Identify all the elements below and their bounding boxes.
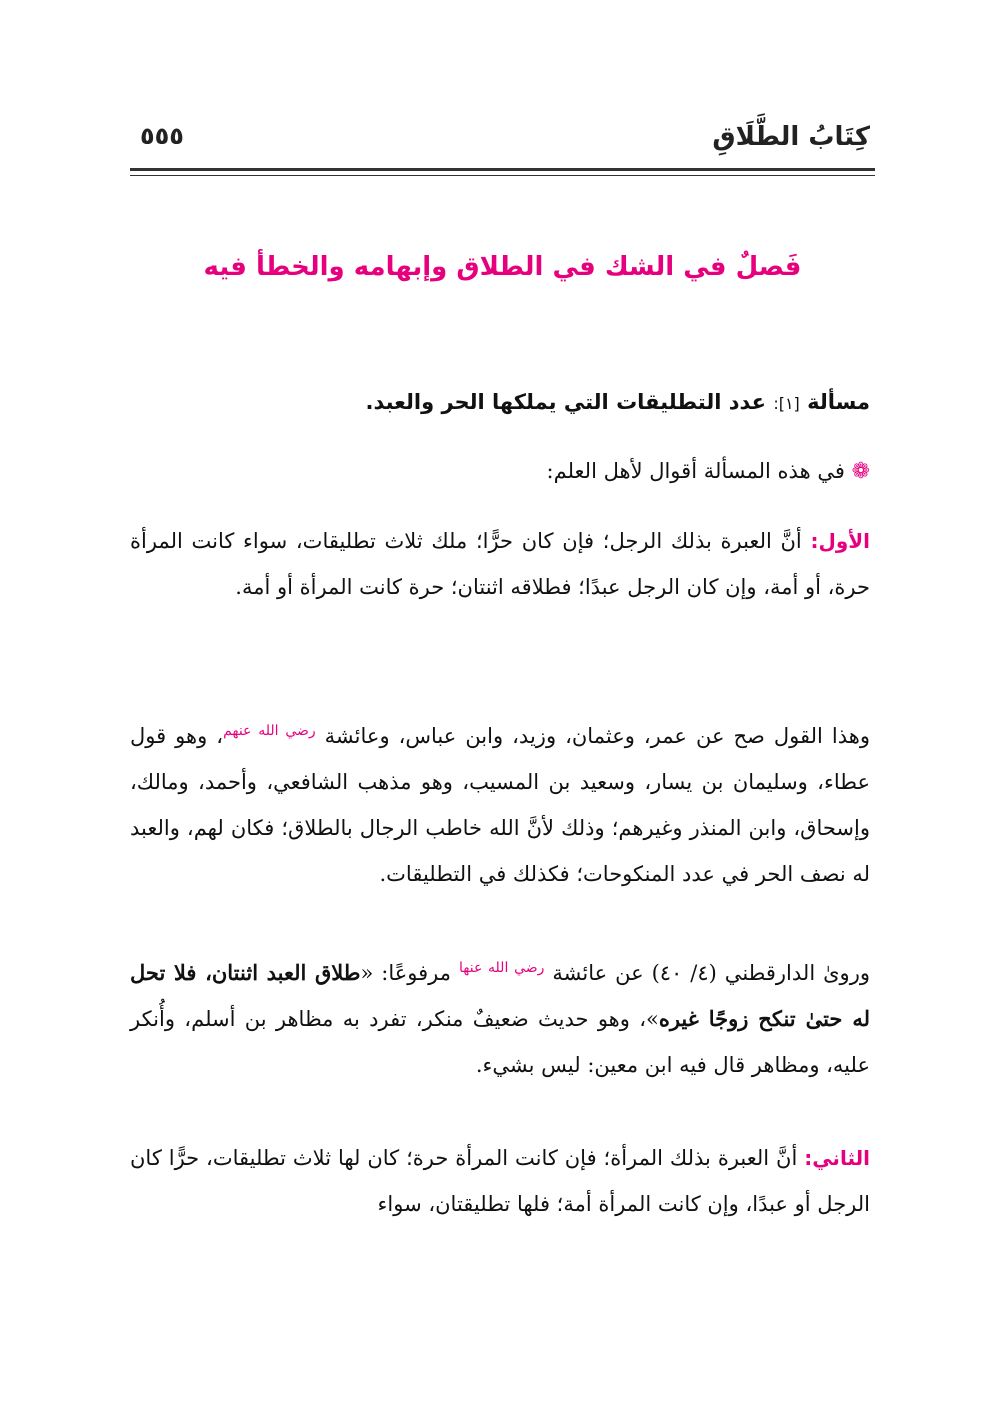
masala-heading: [130, 390, 870, 414]
companions-paragraph: [130, 708, 870, 897]
running-title: كِتَابُ الطَّلَاقِ: [712, 122, 870, 152]
first-opinion-text: أنَّ العبرة بذلك الرجل؛ فإن كان حرًّا؛ ملك ثلاث تطليقات، سواء كانت المرأة حرة، أو أمة، وإن كان الرجل عبدًا؛ فطلاقه اثنتان؛ حرة كانت المرأة أو أمة.: [130, 529, 870, 599]
first-opinion-paragraph: [130, 518, 870, 610]
hadith-paragraph: [130, 945, 870, 1088]
intro-text: في هذه المسألة أقوال لأهل العلم:: [546, 459, 845, 483]
honorific-glyph: رضي الله عنهم: [223, 723, 316, 739]
intro-paragraph: [130, 448, 870, 495]
hadith-text-a: وروىٰ الدارقطني (٤/ ٤٠) عن عائشة: [552, 961, 870, 985]
second-opinion-paragraph: [130, 1135, 870, 1227]
hadith-text-b: مرفوعًا: «: [360, 961, 452, 985]
flower-icon: ❁: [851, 459, 870, 484]
honorific-glyph: رضي الله عنها: [459, 960, 545, 976]
second-opinion-text: أنَّ العبرة بذلك المرأة؛ فإن كانت المرأة حرة؛ كان لها ثلاث تطليقات، حرًّا كان الرجل أو عبدًا، وإن كانت المرأة أمة؛ فلها تطليقتان، سواء: [130, 1146, 870, 1216]
masala-text: عدد التطليقات التي يملكها الحر والعبد.: [365, 390, 766, 414]
masala-number: [١]:: [773, 394, 800, 413]
page-header: [140, 118, 870, 168]
second-opinion-label: الثاني:: [804, 1146, 870, 1170]
header-rule-thin: [130, 175, 875, 176]
hadith-quote: طلاق العبد اثنتان، فلا تحل له حتىٰ تنكح زوجًا غيره: [130, 960, 870, 1031]
hadith-text-c: »، وهو حديث ضعيفٌ منكر، تفرد به مظاهر بن أسلم، وأُنكر عليه، ومظاهر قال فيه ابن معين: ليس بشيء.: [130, 1007, 870, 1077]
page-number: ٥٥٥: [140, 122, 184, 150]
first-opinion-label: الأول:: [810, 529, 870, 553]
header-rule-thick: [130, 168, 875, 171]
companions-text-b: ، وهو قول عطاء، وسليمان بن يسار، وسعيد بن المسيب، وهو مذهب الشافعي، وأحمد، ومالك، وإسحاق، وابن المنذر وغيرهم؛ وذلك لأنَّ الله خاطب الرجال بالطلاق؛ فكان لهم، والعبد له نصف الحر في عدد المنكوحات؛ فكذلك في التطليقات.: [130, 724, 870, 886]
masala-label: مسألة: [807, 390, 870, 414]
companions-text-a: وهذا القول صح عن عمر، وعثمان، وزيد، وابن عباس، وعائشة: [324, 724, 870, 748]
section-title: فَصلٌ في الشك في الطلاق وإبهامه والخطأ فيه: [203, 252, 802, 282]
